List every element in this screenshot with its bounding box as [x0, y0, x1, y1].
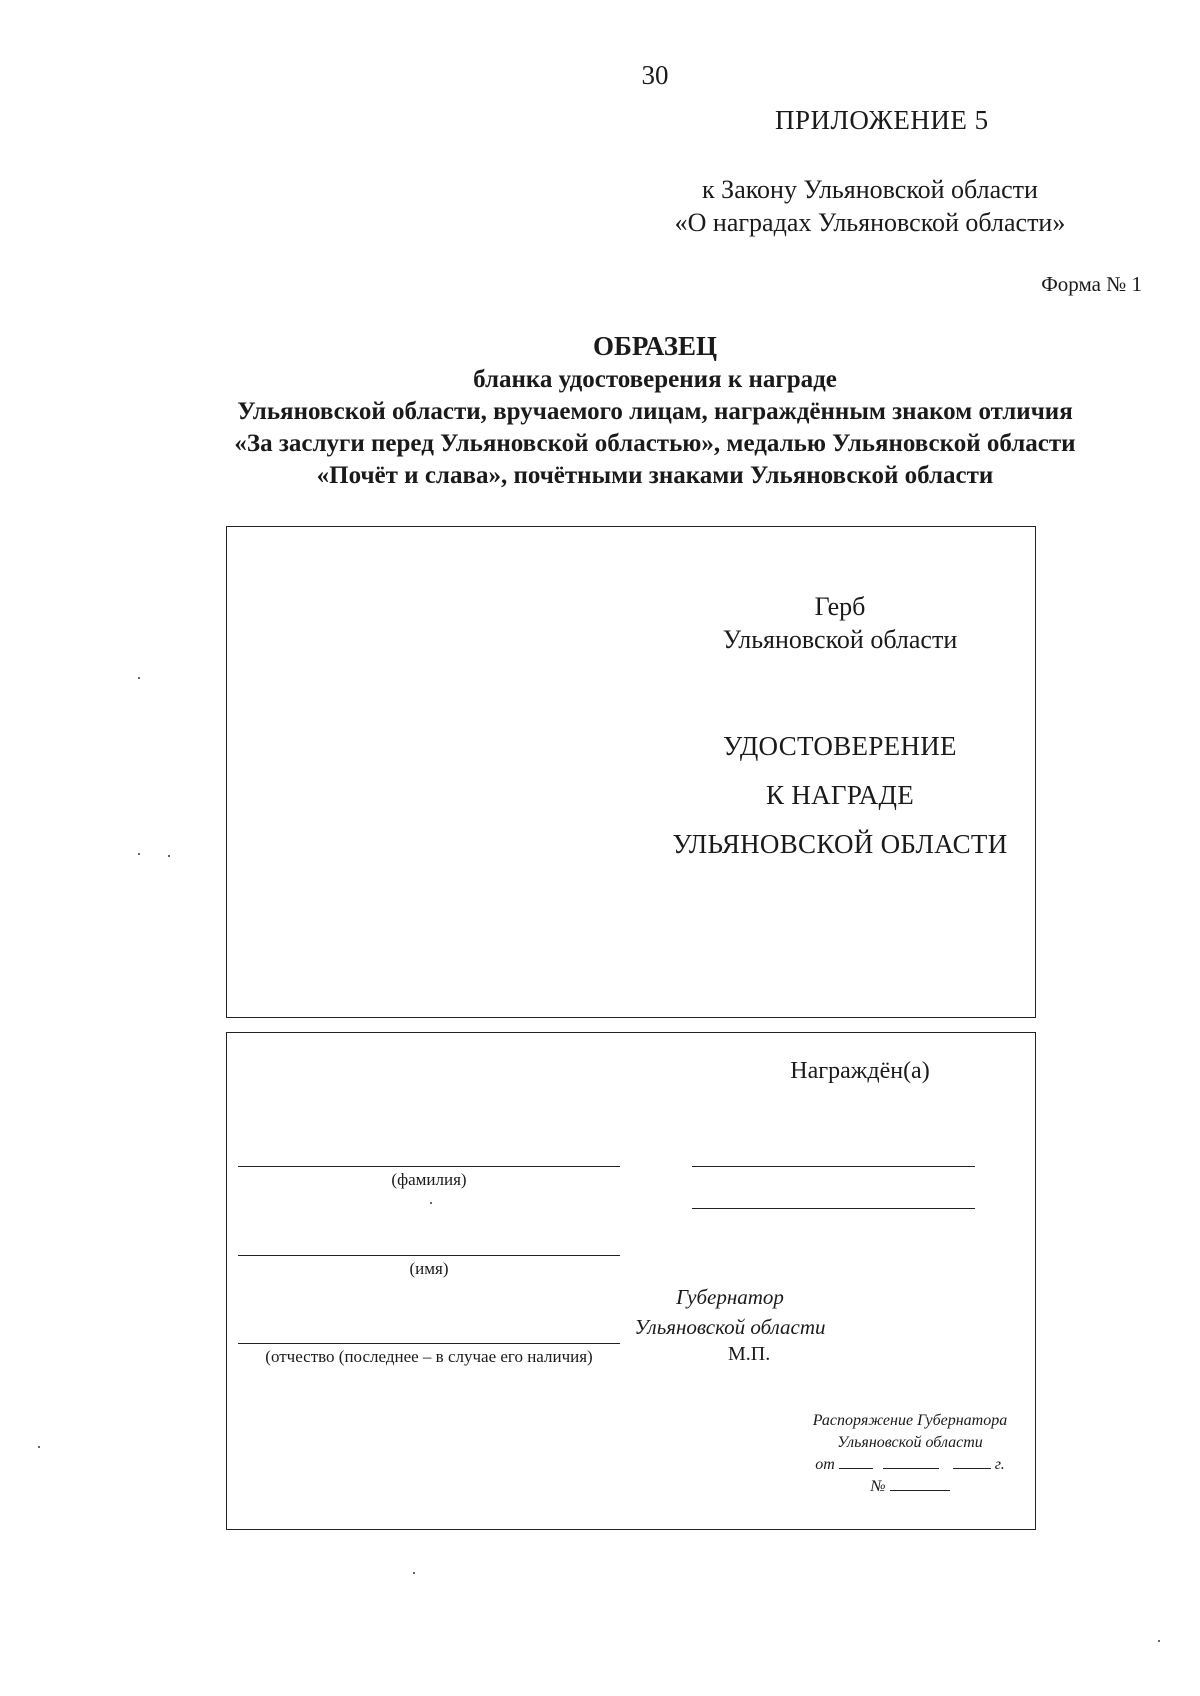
document-title [150, 328, 1160, 492]
surname-caption: (фамилия) [391, 1170, 467, 1189]
coat-line2: Ульяновской области [722, 625, 958, 654]
scan-speck [138, 677, 140, 679]
order-day-line [839, 1456, 873, 1469]
patronymic-line [238, 1343, 620, 1344]
scan-speck [38, 1446, 40, 1448]
cert-line3: УЛЬЯНОВСКОЙ ОБЛАСТИ [672, 829, 1008, 859]
stamp-place-label: М.П. [728, 1343, 771, 1365]
order-from-label: от [815, 1456, 835, 1473]
scan-speck [1158, 1640, 1160, 1642]
governor-order-block [780, 1410, 1040, 1498]
order-number-label: № [870, 1478, 886, 1495]
order-number-line [890, 1478, 950, 1491]
cert-line2: К НАГРАДЕ [765, 780, 915, 810]
title-line5: «Почёт и слава», почётными знаками Ульяновской области [316, 462, 994, 489]
governor-line2: Ульяновской области [634, 1315, 826, 1339]
form-number: Форма № 1 [1041, 272, 1142, 296]
cert-line1: УДОСТОВЕРЕНИЕ [723, 731, 957, 761]
awarded-line-2 [692, 1208, 975, 1209]
scan-speck [138, 853, 140, 855]
order-year-label: г. [994, 1456, 1005, 1473]
title-line3: Ульяновской области, вручаемого лицам, награждённым знаком отличия [237, 398, 1073, 425]
awarded-label: Награждён(а) [790, 1058, 930, 1084]
order-line1: Распоряжение Губернатора [812, 1412, 1008, 1429]
law-ref-line2: «О наградах Ульяновской области» [674, 208, 1066, 237]
scan-speck [168, 855, 170, 857]
scan-speck [430, 1202, 432, 1204]
law-reference [660, 173, 1080, 239]
page-number: 30 [641, 60, 669, 90]
title-line1: ОБРАЗЕЦ [593, 331, 717, 361]
order-number-row [780, 1476, 1040, 1498]
order-line2: Ульяновской области [837, 1434, 983, 1451]
title-line4: «За заслуги перед Ульяновской областью», медалью Ульяновской области [234, 430, 1076, 457]
awarded-line-1 [692, 1166, 975, 1167]
order-date-row [780, 1454, 1040, 1476]
surname-line [238, 1166, 620, 1167]
order-year-line [953, 1456, 991, 1469]
coat-of-arms-placeholder [650, 590, 1030, 656]
scan-speck [413, 1572, 415, 1574]
name-line [238, 1255, 620, 1256]
governor-line1: Губернатор [676, 1285, 784, 1309]
governor-signature-block [610, 1282, 850, 1342]
patronymic-caption: (отчество (последнее – в случае его наличия) [265, 1347, 593, 1366]
coat-line1: Герб [814, 592, 866, 621]
law-ref-line1: к Закону Ульяновской области [702, 175, 1038, 204]
order-month-line [883, 1456, 939, 1469]
title-line2: бланка удостоверения к награде [473, 366, 837, 393]
appendix-label: ПРИЛОЖЕНИЕ 5 [775, 105, 989, 135]
name-caption: (имя) [409, 1259, 449, 1278]
certificate-title [630, 722, 1050, 869]
